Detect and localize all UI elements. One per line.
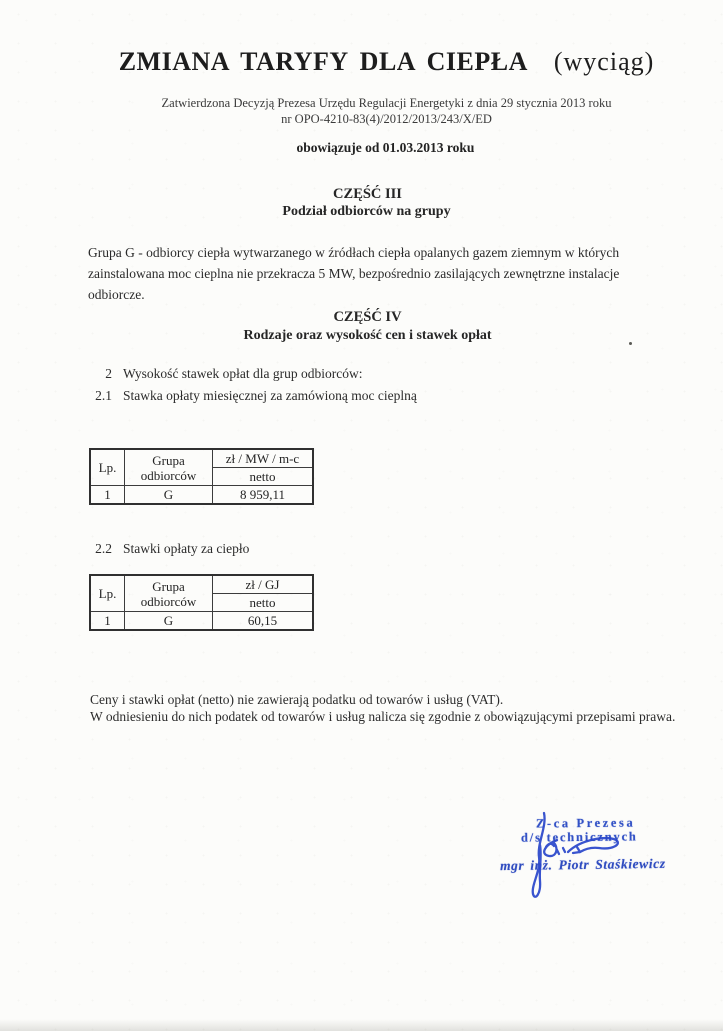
stamp-signatory-name: mgr inż. Piotr Staśkiewicz — [499, 855, 666, 874]
document-title-suffix: (wyciąg) — [553, 47, 655, 76]
item-text: Wysokość stawek opłat dla grup odbiorców: — [123, 366, 363, 381]
paragraph-line: odbiorcze. — [88, 287, 145, 302]
item-number: 2.2 — [95, 541, 112, 556]
cell-value: 8 959,11 — [213, 486, 314, 505]
document-title: ZMIANA TARYFY DLA CIEPŁA — [118, 47, 528, 76]
decision-number: nr OPO-4210-83(4)/2012/2013/243/X/ED — [281, 112, 492, 126]
heat-rate-table — [89, 574, 314, 631]
cell-lp: 1 — [90, 612, 125, 631]
paragraph-line: Grupa G - odbiorcy ciepła wytwarzanego w źródłach ciepła opalanych gazem ziemnym w których — [88, 245, 620, 260]
item-text: Stawka opłaty miesięcznej za zamówioną moc cieplną — [123, 388, 417, 403]
part4-subheading: Rodzaje oraz wysokość cen i stawek opłat — [243, 328, 492, 343]
cell-group: G — [125, 486, 213, 505]
paragraph-line: zainstalowana moc cieplna nie przekracza 5 MW, bezpośrednio zasilających zewnętrzne instalacje — [88, 266, 620, 281]
header-cell-group: Grupa odbiorców — [125, 449, 213, 486]
item-number: 2.1 — [95, 388, 112, 403]
stamp-title-line: Z-ca Prezesa — [535, 815, 636, 831]
header-cell-lp: Lp. — [90, 449, 125, 486]
header-cell-lp: Lp. — [90, 575, 125, 612]
handwritten-signature — [500, 795, 700, 905]
table-row — [90, 486, 313, 505]
list-item-2-2 — [85, 541, 249, 557]
cell-lp: 1 — [90, 486, 125, 505]
list-item-2 — [85, 366, 363, 382]
item-number: 2 — [105, 366, 112, 381]
cell-group: G — [125, 612, 213, 631]
part3-subheading: Podział odbiorców na grupy — [282, 204, 451, 219]
list-item-2-1 — [85, 388, 417, 404]
header-cell-unit: zł / MW / m-c — [213, 449, 314, 468]
header-cell-net: netto — [213, 468, 314, 486]
group-definition-paragraph — [88, 242, 636, 305]
part4-heading: CZĘŚĆ IV — [333, 309, 402, 325]
header-cell-unit: zł / GJ — [213, 575, 314, 594]
monthly-power-rate-table — [89, 448, 314, 505]
item-text: Stawki opłaty za ciepło — [123, 541, 250, 556]
table-row — [90, 612, 313, 631]
stamp-department-line: d/s technicznych — [520, 829, 638, 845]
header-cell-group: Grupa odbiorców — [125, 575, 213, 612]
document-title-row — [25, 47, 723, 77]
header-cell-net: netto — [213, 594, 314, 612]
approval-line: Zatwierdzona Decyzją Prezesa Urzędu Regulacji Energetyki z dnia 29 stycznia 2013 roku — [161, 96, 612, 110]
table-row — [90, 449, 313, 468]
table-row — [90, 575, 313, 594]
effective-date-line: obowiązuje od 01.03.2013 roku — [296, 140, 475, 155]
scan-edge-shadow — [0, 1019, 723, 1031]
cell-value: 60,15 — [213, 612, 314, 631]
scan-artifact-dot — [629, 342, 632, 345]
part3-heading: CZĘŚĆ III — [333, 186, 402, 202]
vat-note-line1: Ceny i stawki opłat (netto) nie zawierają podatku od towarów i usług (VAT). — [90, 692, 504, 707]
vat-note-line2: W odniesieniu do nich podatek od towarów i usług nalicza się zgodnie z obowiązującymi przepisami prawa. — [90, 709, 676, 724]
